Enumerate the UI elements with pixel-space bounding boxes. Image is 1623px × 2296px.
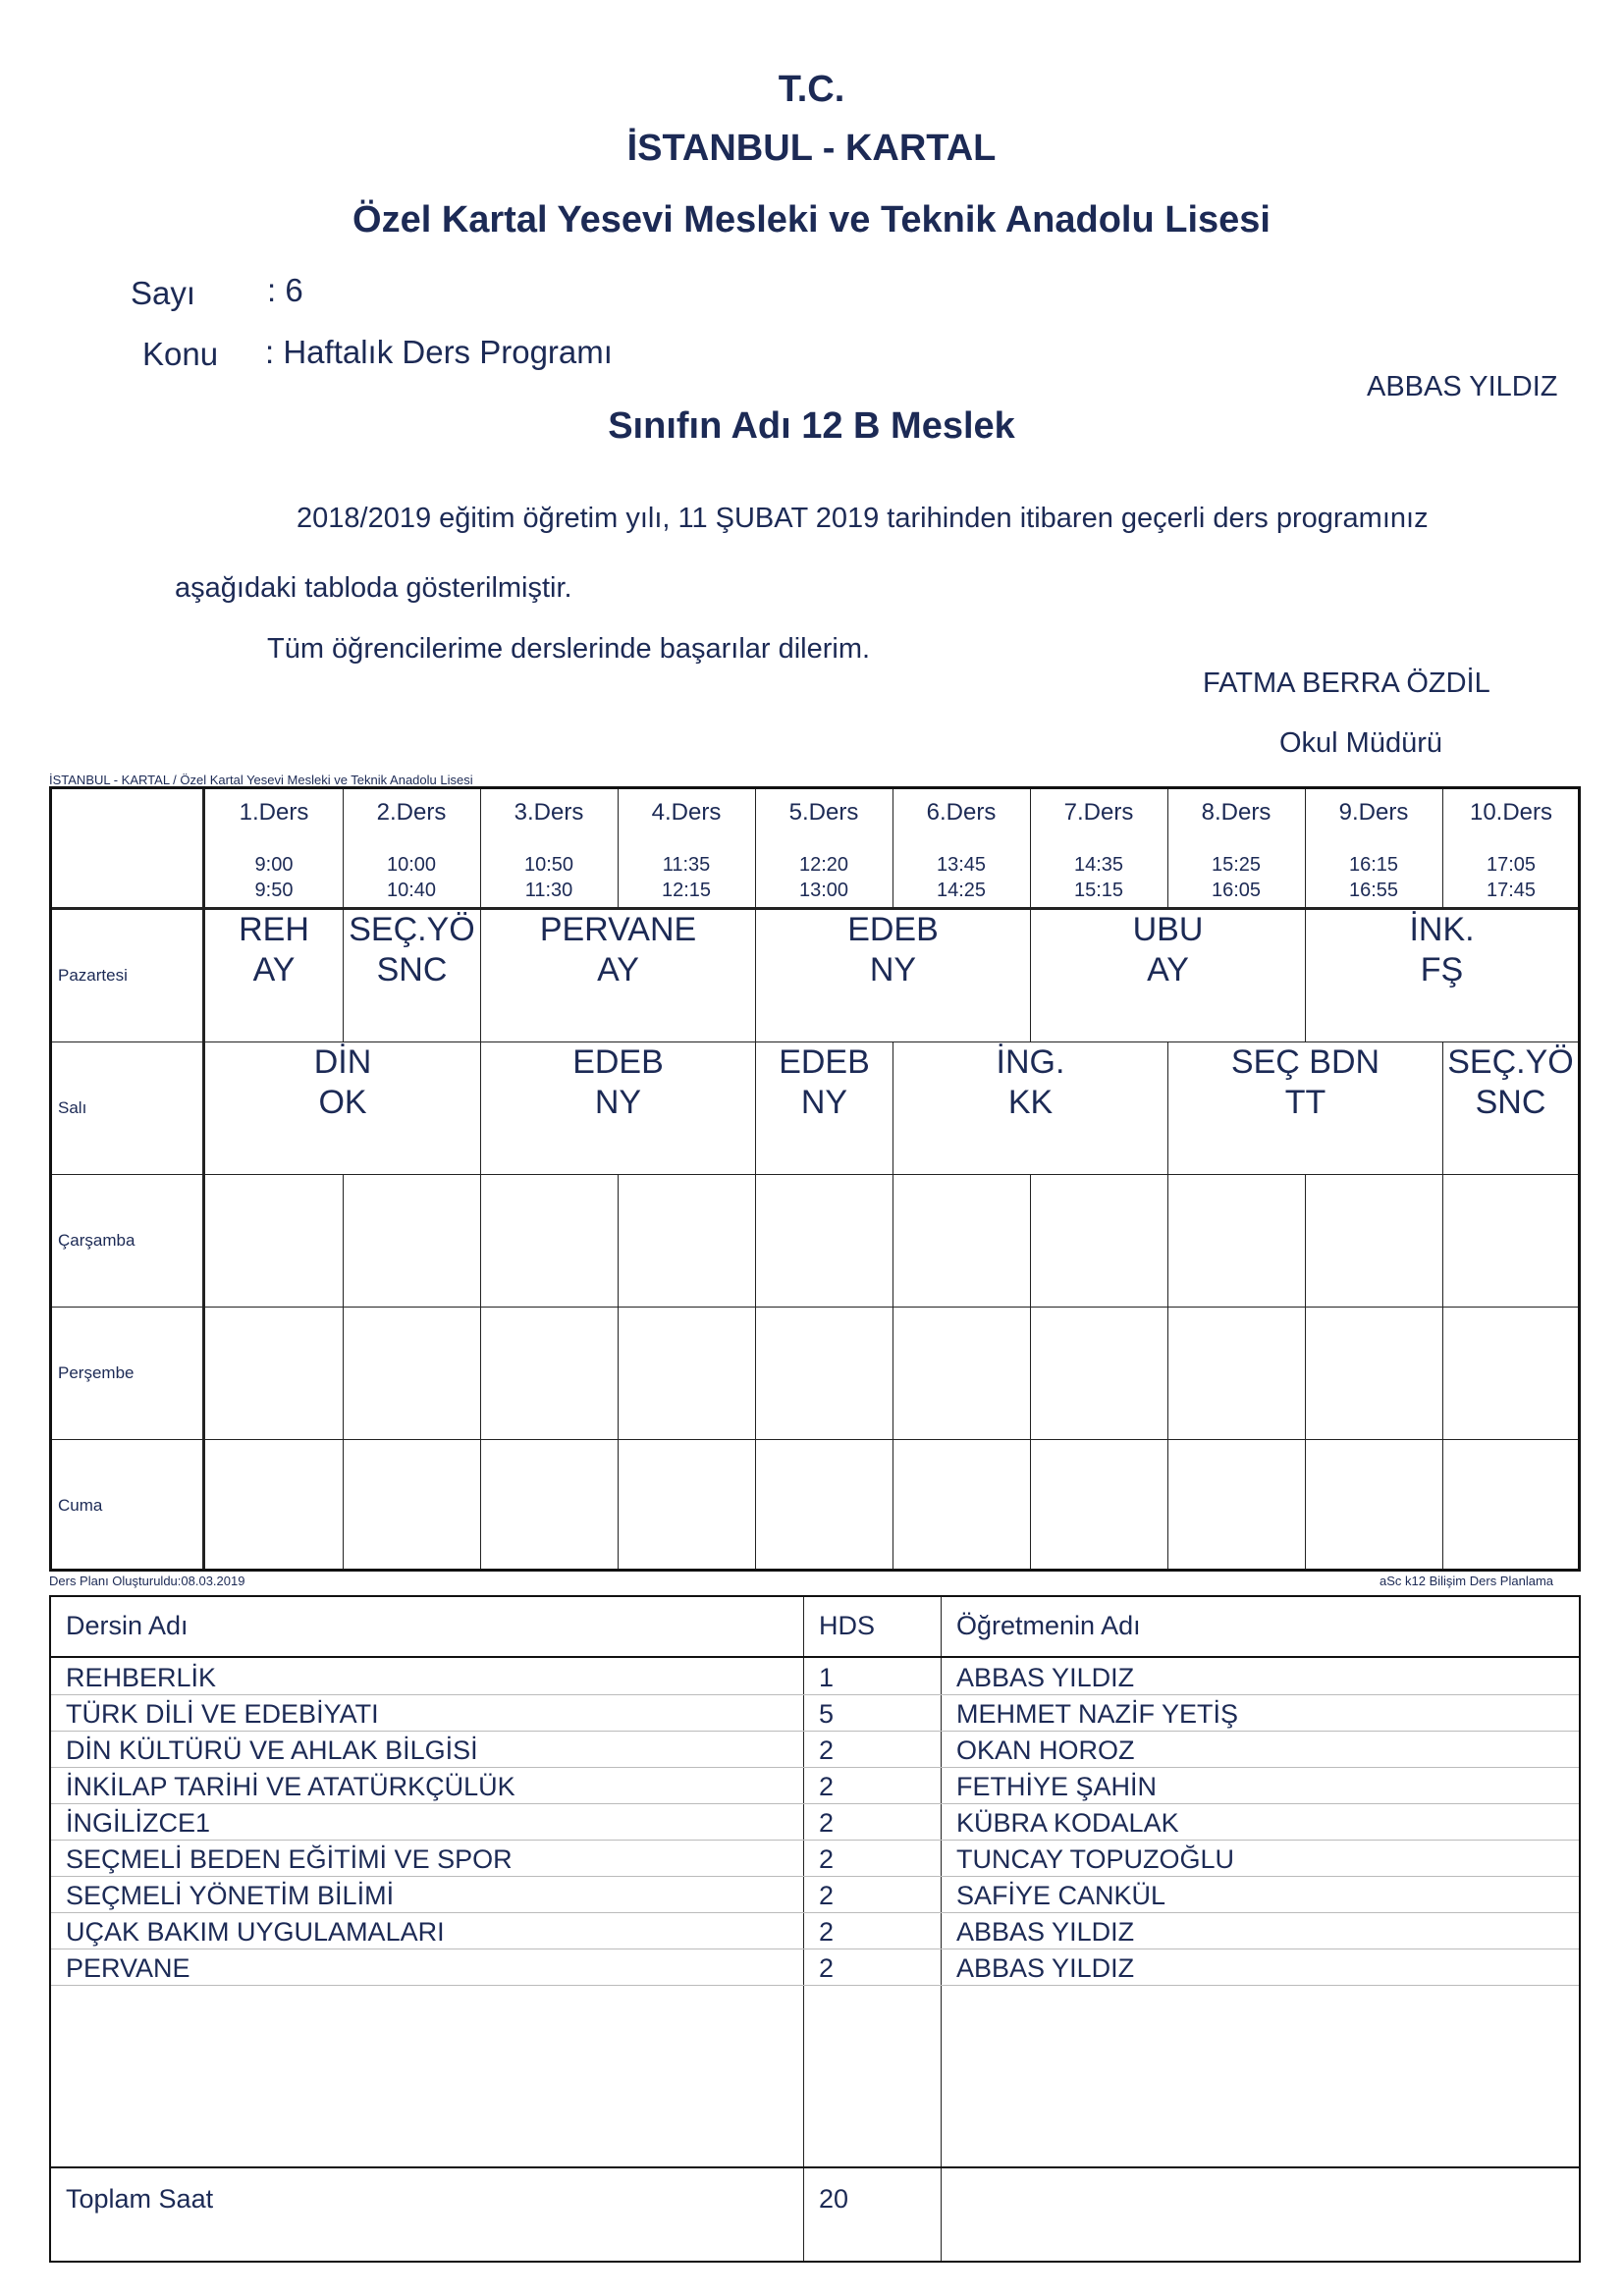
- day-label-thursday: Perşembe: [58, 1363, 135, 1382]
- subject-hds: 2: [819, 1917, 835, 1947]
- period-label: 1.Ders: [239, 799, 309, 826]
- period-label: 6.Ders: [926, 799, 997, 826]
- subject-teacher: KÜBRA KODALAK: [956, 1808, 1179, 1838]
- table-row: [51, 1658, 1579, 1695]
- period-time: 14:35 15:15: [1073, 854, 1124, 901]
- table-row: [51, 1840, 1579, 1877]
- subject-teacher: SAFİYE CANKÜL: [956, 1881, 1166, 1910]
- school-name: Özel Kartal Yesevi Mesleki ve Teknik Anadolu Lisesi: [352, 199, 1271, 240]
- period-label: 10.Ders: [1469, 799, 1553, 826]
- lesson-cell: EDEB NY: [756, 910, 1030, 1041]
- lesson-cell: İNK. FŞ: [1306, 910, 1578, 1041]
- subject-teacher: ABBAS YILDIZ: [956, 1953, 1135, 1983]
- col-header-subject: Dersin Adı: [66, 1611, 189, 1640]
- subject-name: DİN KÜLTÜRÜ VE AHLAK BİLGİSİ: [66, 1735, 478, 1765]
- period-label: 9.Ders: [1338, 799, 1409, 826]
- period-time: 16:15 16:55: [1348, 854, 1399, 901]
- col-header-hds: HDS: [819, 1611, 876, 1640]
- period-time: 9:00 9:50: [254, 854, 294, 901]
- konu-value: : Haftalık Ders Programı: [265, 334, 613, 370]
- table-row: [51, 1731, 1579, 1768]
- day-label-friday: Cuma: [58, 1496, 103, 1515]
- header-city: İSTANBUL - KARTAL: [626, 128, 997, 169]
- subject-hds: 1: [819, 1663, 835, 1692]
- signer-title: Okul Müdürü: [1279, 727, 1443, 759]
- period-time: 10:00 10:40: [386, 854, 437, 901]
- day-label-tuesday: Salı: [58, 1098, 87, 1117]
- period-time: 15:25 16:05: [1211, 854, 1262, 901]
- subject-hds: 2: [819, 1808, 835, 1838]
- table-row: [51, 1767, 1579, 1804]
- subject-name: TÜRK DİLİ VE EDEBİYATI: [66, 1699, 379, 1729]
- grid-line: [52, 1174, 1578, 1175]
- sayi-label: Sayı: [131, 275, 196, 311]
- subject-hds: 2: [819, 1881, 835, 1910]
- subject-hds: 2: [819, 1844, 835, 1874]
- timetable-footer-left: Ders Planı Oluşturuldu:08.03.2019: [49, 1574, 245, 1588]
- subject-name: REHBERLİK: [66, 1663, 217, 1692]
- period-label: 8.Ders: [1201, 799, 1271, 826]
- lesson-cell: EDEB NY: [756, 1042, 893, 1174]
- paragraph-1: 2018/2019 eğitim öğretim yılı, 11 ŞUBAT 2019 tarihinden itibaren geçerli ders programınız: [297, 503, 1429, 534]
- subject-name: İNKİLAP TARİHİ VE ATATÜRKÇÜLÜK: [66, 1772, 515, 1801]
- subject-hds: 2: [819, 1953, 835, 1983]
- header-tc: T.C.: [778, 69, 845, 110]
- signer-name: FATMA BERRA ÖZDİL: [1203, 667, 1490, 699]
- grid-line: [52, 1439, 1578, 1440]
- lesson-cell: REH AY: [205, 910, 343, 1041]
- table-row: [51, 1949, 1579, 1986]
- period-label: 7.Ders: [1063, 799, 1134, 826]
- subject-hds: 2: [819, 1735, 835, 1765]
- addressee: ABBAS YILDIZ: [1367, 371, 1558, 402]
- timetable-footer-right: aSc k12 Bilişim Ders Planlama: [1380, 1574, 1554, 1588]
- table-row: [51, 1803, 1579, 1841]
- subject-teacher: OKAN HOROZ: [956, 1735, 1135, 1765]
- period-label: 4.Ders: [651, 799, 722, 826]
- period-time: 17:05 17:45: [1486, 854, 1537, 901]
- lesson-cell: SEÇ.YÖ SNC: [344, 910, 480, 1041]
- day-label-wednesday: Çarşamba: [58, 1231, 135, 1250]
- table-row: [51, 1876, 1579, 1913]
- day-label-monday: Pazartesi: [58, 966, 128, 985]
- period-time: 13:45 14:25: [936, 854, 987, 901]
- table-row: [51, 1694, 1579, 1732]
- timetable-caption: İSTANBUL - KARTAL / Özel Kartal Yesevi Mesleki ve Teknik Anadolu Lisesi: [49, 773, 473, 787]
- paragraph-2: aşağıdaki tabloda gösterilmiştir.: [175, 572, 572, 604]
- timetable: [49, 786, 1581, 1572]
- subject-name: PERVANE: [66, 1953, 190, 1983]
- lesson-cell: PERVANE AY: [481, 910, 755, 1041]
- period-label: 2.Ders: [376, 799, 447, 826]
- subject-teacher: FETHİYE ŞAHİN: [956, 1772, 1158, 1801]
- subject-name: UÇAK BAKIM UYGULAMALARI: [66, 1917, 445, 1947]
- lesson-cell: EDEB NY: [481, 1042, 755, 1174]
- lesson-cell: UBU AY: [1031, 910, 1305, 1041]
- period-time: 12:20 13:00: [798, 854, 849, 901]
- period-label: 3.Ders: [514, 799, 584, 826]
- konu-label: Konu: [142, 336, 219, 372]
- subject-hds: 2: [819, 1772, 835, 1801]
- paragraph-3: Tüm öğrencilerime derslerinde başarılar dilerim.: [267, 633, 871, 665]
- subject-teacher: TUNCAY TOPUZOĞLU: [956, 1844, 1235, 1874]
- subjects-table: [49, 1595, 1581, 2263]
- period-time: 11:35 12:15: [661, 854, 712, 901]
- period-time: 10:50 11:30: [523, 854, 574, 901]
- lesson-cell: İNG. KK: [893, 1042, 1167, 1174]
- period-label: 5.Ders: [788, 799, 859, 826]
- total-value: 20: [819, 2184, 849, 2214]
- subject-name: İNGİLİZCE1: [66, 1808, 211, 1838]
- grid-line: [52, 1307, 1578, 1308]
- subject-teacher: ABBAS YILDIZ: [956, 1663, 1135, 1692]
- subject-teacher: MEHMET NAZİF YETİŞ: [956, 1699, 1239, 1729]
- lesson-cell: DİN OK: [205, 1042, 480, 1174]
- total-divider: [51, 2166, 1579, 2168]
- total-label: Toplam Saat: [66, 2184, 214, 2214]
- class-title: Sınıfın Adı 12 B Meslek: [608, 405, 1015, 447]
- subject-hds: 5: [819, 1699, 835, 1729]
- lesson-cell: SEÇ BDN TT: [1168, 1042, 1442, 1174]
- subject-teacher: ABBAS YILDIZ: [956, 1917, 1135, 1947]
- subject-name: SEÇMELİ YÖNETİM BİLİMİ: [66, 1881, 395, 1910]
- table-row: [51, 1912, 1579, 1949]
- col-header-teacher: Öğretmenin Adı: [956, 1611, 1141, 1640]
- subject-name: SEÇMELİ BEDEN EĞİTİMİ VE SPOR: [66, 1844, 513, 1874]
- sayi-value: : 6: [267, 272, 303, 308]
- lesson-cell: SEÇ.YÖ SNC: [1443, 1042, 1578, 1174]
